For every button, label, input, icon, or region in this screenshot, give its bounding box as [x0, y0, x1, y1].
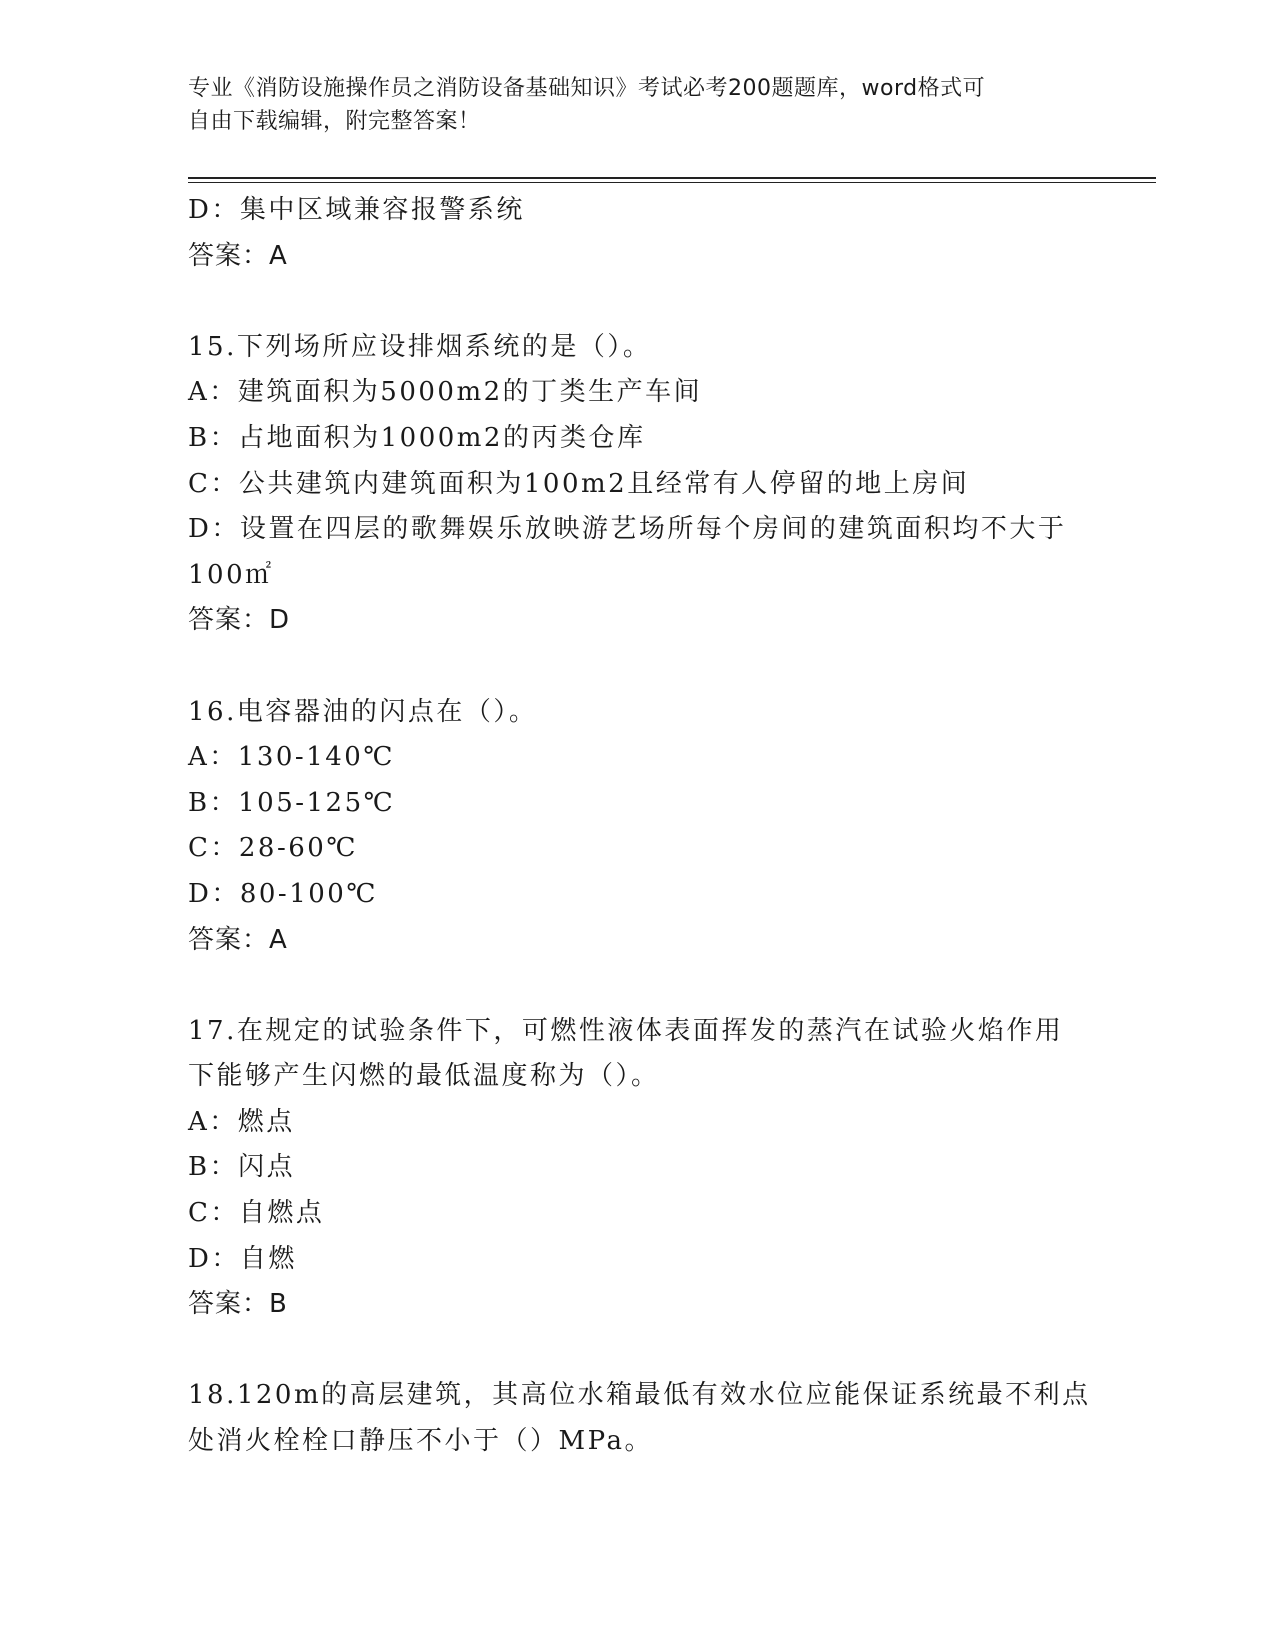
question-list — [188, 188, 1091, 1465]
answer-line: 答案：B — [188, 1289, 288, 1320]
question-14-tail — [188, 188, 1088, 279]
option-c: C：28-60℃ — [188, 833, 358, 864]
question-15 — [188, 325, 1088, 644]
question-18 — [188, 1373, 1091, 1464]
question-16 — [188, 690, 1088, 964]
question-17 — [188, 1009, 1088, 1328]
option-a: A：燃点 — [188, 1106, 295, 1137]
header-divider-thick — [188, 177, 1156, 179]
question-text: 17.在规定的试验条件下，可燃性液体表面挥发的蒸汽在试验火焰作用 — [188, 1015, 1064, 1046]
question-text: 16.电容器油的闪点在（）。 — [188, 696, 538, 727]
option-b: B：占地面积为1000m2的丙类仓库 — [188, 422, 646, 453]
question-text: 18.120m的高层建筑，其高位水箱最低有效水位应能保证系统最不利点 — [188, 1380, 1091, 1411]
answer-line: 答案：A — [188, 924, 288, 955]
question-gap — [188, 279, 1088, 325]
option-d: D：自燃 — [188, 1243, 297, 1274]
question-gap — [188, 1328, 1088, 1374]
option-d: D：设置在四层的歌舞娱乐放映游艺场所每个房间的建筑面积均不大于 — [188, 514, 1067, 545]
option-d-continuation: 100㎡ — [188, 559, 274, 590]
option-a: A：建筑面积为5000m2的丁类生产车间 — [188, 377, 703, 408]
option-b: B：105-125℃ — [188, 787, 396, 818]
header-title-line-1: 专业《消防设施操作员之消防设备基础知识》考试必考200题题库，word格式可 — [188, 76, 986, 101]
question-gap — [188, 644, 1088, 690]
header-title-line-2: 自由下载编辑，附完整答案！ — [188, 109, 481, 134]
option-a: A：130-140℃ — [188, 742, 395, 773]
option-b: B：闪点 — [188, 1152, 296, 1183]
page-header — [188, 72, 1088, 138]
question-text-continuation: 下能够产生闪燃的最低温度称为（）。 — [188, 1061, 660, 1092]
question-gap — [188, 963, 1088, 1009]
header-divider-thin — [188, 182, 1156, 183]
option-d: D：集中区域兼容报警系统 — [188, 195, 525, 225]
option-d: D：80-100℃ — [188, 878, 378, 909]
option-c: C：自燃点 — [188, 1198, 325, 1229]
question-text-continuation: 处消火栓栓口静压不小于（）MPa。 — [188, 1426, 653, 1457]
answer-line: 答案：D — [188, 605, 291, 636]
question-text: 15.下列场所应设排烟系统的是（）。 — [188, 331, 652, 362]
answer-line: 答案：A — [188, 240, 288, 271]
option-c: C：公共建筑内建筑面积为100m2且经常有人停留的地上房间 — [188, 468, 970, 499]
